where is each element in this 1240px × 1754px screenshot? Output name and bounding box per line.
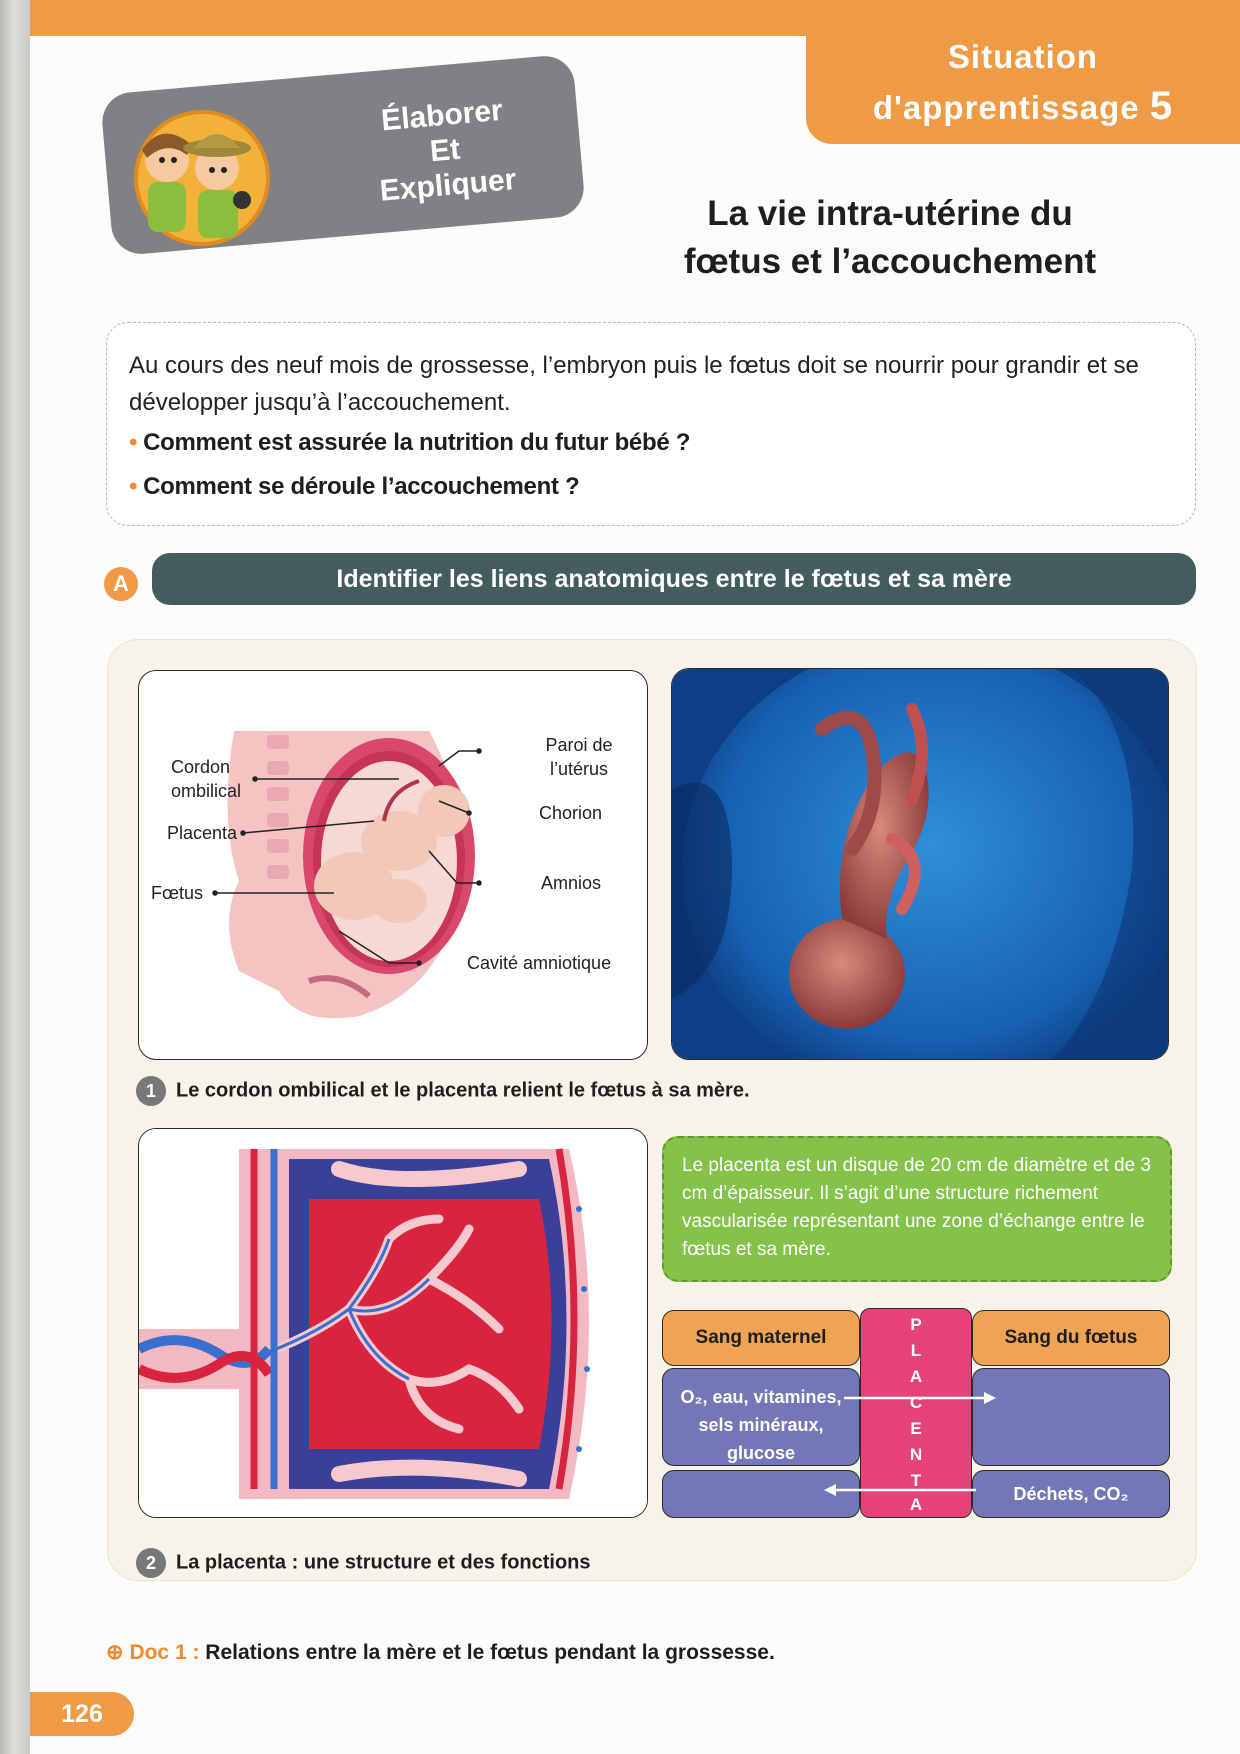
page-title [620, 190, 1160, 286]
situation-tab [806, 32, 1240, 144]
elaborer-badge-text [326, 88, 564, 213]
doc-arrow-icon: ⊕ [106, 1641, 130, 1664]
situation-label: Situation [947, 38, 1099, 75]
section-a-title: Identifier les liens anatomiques entre le fœtus et sa mère [152, 553, 1196, 605]
doc-label: Doc 1 : [129, 1641, 200, 1664]
label-cordon-ombilical: Cordon ombilical [171, 757, 242, 801]
title-line-1: La vie intra-utérine du [707, 194, 1073, 233]
label-cavite-amniotique: Cavité amniotique [467, 953, 612, 973]
label-placenta: Placenta [167, 823, 238, 843]
figure-1-number: 1 [136, 1076, 166, 1106]
arrow-right-icon [840, 1388, 1000, 1408]
badge-line-3: Expliquer [378, 162, 518, 208]
label-foetus: Fœtus [151, 883, 203, 903]
foetus-3d-image-icon [672, 669, 1168, 1059]
mascot-explorers-icon [112, 100, 272, 250]
situation-number: 5 [1149, 84, 1174, 128]
question-1: • Comment est assurée la nutrition du futur bébé ? [129, 429, 691, 456]
uterus-diagram [138, 670, 648, 1060]
intro-text: Au cours des neuf mois de grossesse, l’embryon puis le fœtus doit se nourrir pour grandir et se développer jusqu’à l’accouchement. [129, 352, 1139, 416]
maternal-substances-text: O₂, eau, vitamines, sels minéraux, glucose [680, 1387, 842, 1463]
page-number: 126 [30, 1692, 134, 1736]
uterus-illustration-icon [139, 671, 647, 1059]
label-chorion: Chorion [539, 803, 603, 823]
label-paroi-uterus: Paroi de l’utérus [545, 735, 613, 779]
section-a-letter: A [104, 567, 138, 601]
badge-line-2: Et [428, 132, 462, 169]
title-line-2: fœtus et l’accouchement [683, 242, 1097, 281]
maternal-substances-cell [662, 1368, 860, 1466]
foetus-3d-illustration [671, 668, 1169, 1060]
placenta-info-box: Le placenta est un disque de 20 cm de diamètre et de 3 cm d’épaisseur. Il s’agit d’une structure richement vascularisée représentant une zone d’échange entre le fœtus et sa mère. [662, 1136, 1172, 1282]
question-2: • Comment se déroule l’accouchement ? [129, 473, 580, 500]
foetal-empty-cell [972, 1368, 1170, 1466]
header-sang-maternel: Sang maternel [662, 1310, 860, 1366]
placenta-column: P L A C E N T A [860, 1308, 972, 1518]
doc-caption-text: Relations entre la mère et le fœtus pendant la grossesse. [205, 1641, 775, 1664]
badge-line-1: Élaborer [379, 93, 505, 138]
placenta-illustration-icon [139, 1129, 647, 1517]
book-binding [0, 0, 30, 1754]
foetal-waste-cell: Déchets, CO₂ [972, 1470, 1170, 1518]
situation-sublabel: d'apprentissage [872, 89, 1140, 126]
label-amnios: Amnios [541, 873, 602, 893]
header-sang-foetus: Sang du fœtus [972, 1310, 1170, 1366]
placenta-diagram [138, 1128, 648, 1518]
figure-2-number: 2 [136, 1548, 166, 1578]
figure-1-caption: 1 Le cordon ombilical et le placenta relient le fœtus à sa mère. [136, 1076, 750, 1106]
doc-caption [106, 1640, 775, 1665]
figure-2-caption: 2 La placenta : une structure et des fonctions [136, 1548, 591, 1578]
arrow-left-icon [820, 1480, 980, 1500]
top-stripe [30, 0, 1240, 36]
intro-box [106, 322, 1196, 526]
